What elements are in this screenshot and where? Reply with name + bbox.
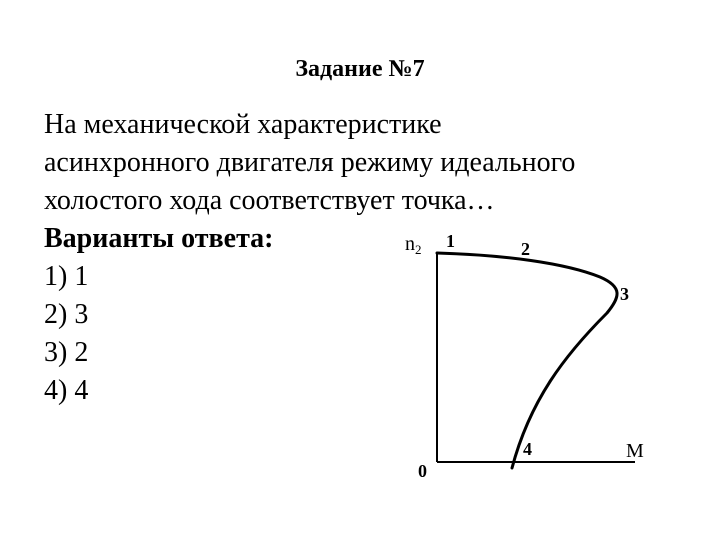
point-4-label: 4 [523,439,532,459]
answers-heading: Варианты ответа: [44,223,274,254]
y-axis-label: $n_2$ [405,233,422,257]
question-line: асинхронного двигателя режиму идеального [44,147,576,178]
characteristic-curve [437,253,617,468]
point-1-label: 1 [446,231,455,251]
question-line: На механической характеристике [44,109,442,140]
question-line: холостого хода соответствует точка… [44,185,495,216]
origin-label: 0 [418,461,427,481]
answer-option-4[interactable]: 4) 4 [44,375,89,406]
answer-option-3[interactable]: 3) 2 [44,337,89,368]
answer-option-1[interactable]: 1) 1 [44,261,89,292]
point-2-label: 2 [521,239,530,259]
x-axis-label: М [626,440,644,462]
mechanical-characteristic-graph [395,225,675,495]
question-text [44,106,684,220]
point-3-label: 3 [620,284,629,304]
answer-options [44,258,88,410]
answer-option-2[interactable]: 2) 3 [44,299,89,330]
task-title: Задание №7 [295,56,425,82]
